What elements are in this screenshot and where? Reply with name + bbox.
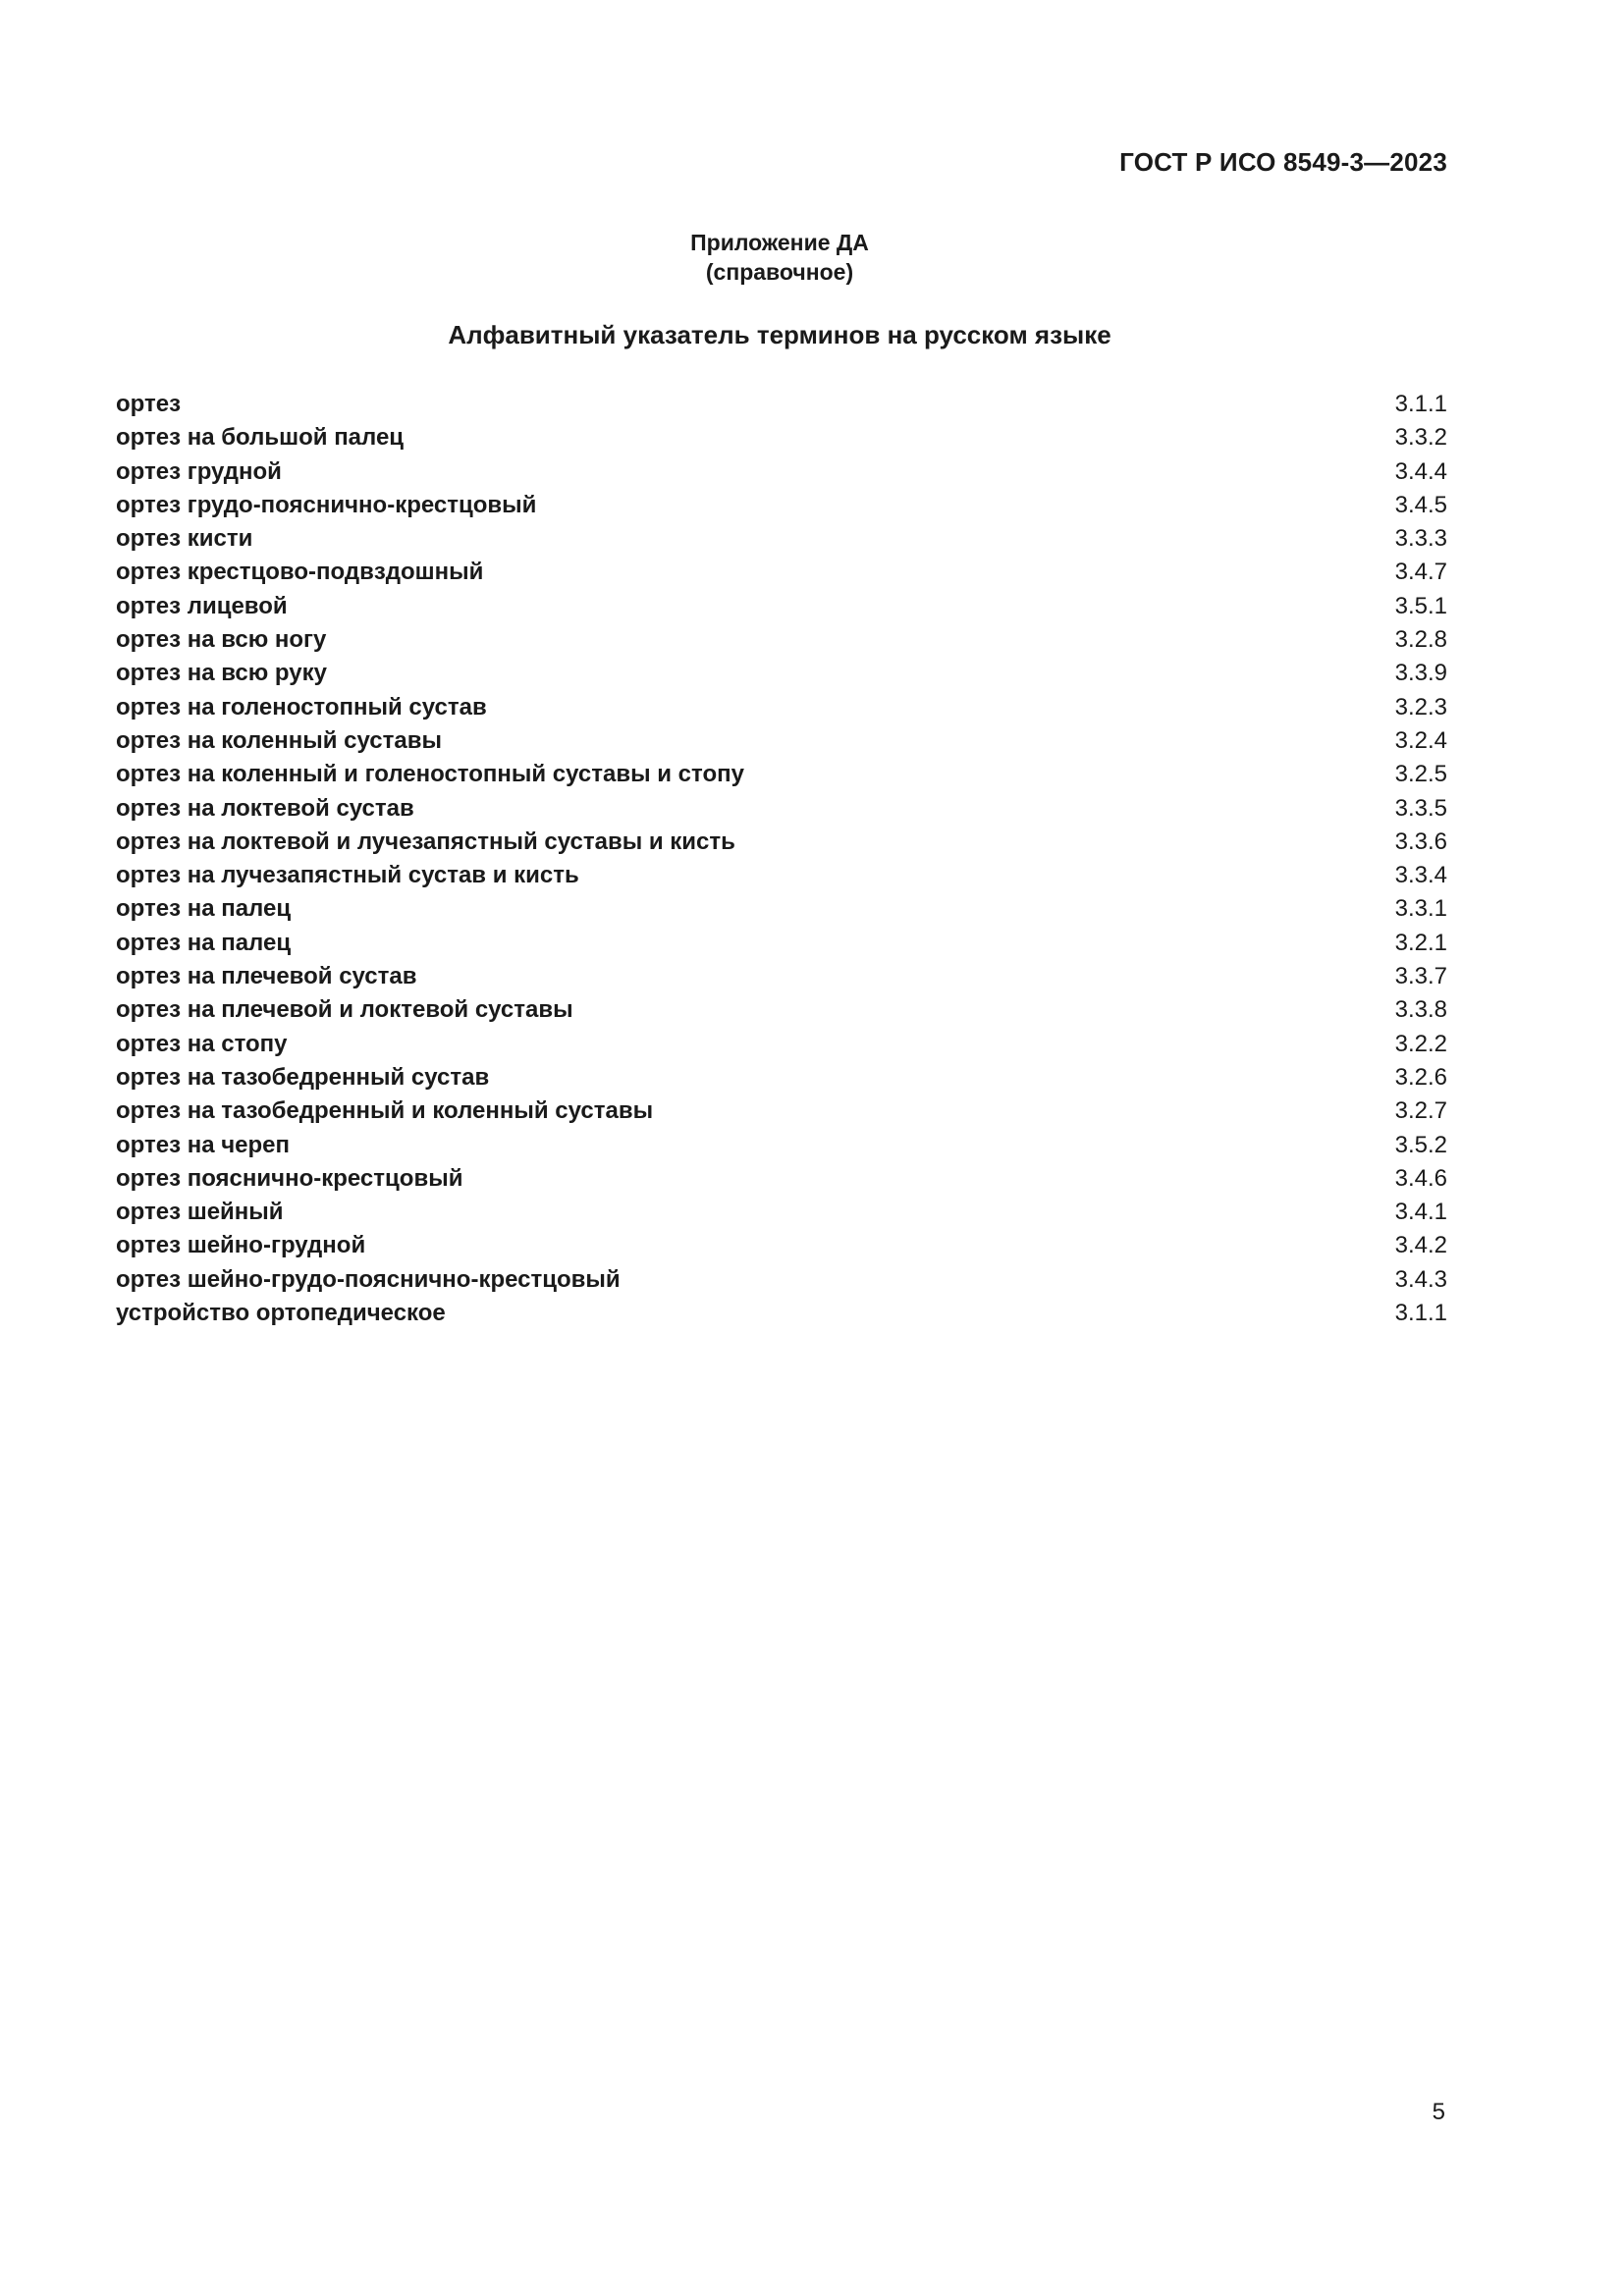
index-entry [116, 660, 1447, 693]
page-number: 5 [1432, 2099, 1445, 2125]
index-entry [116, 525, 1447, 559]
index-entry [116, 1132, 1447, 1165]
index-term: ортез шейный [116, 1199, 284, 1226]
index-reference: 3.3.6 [1394, 828, 1447, 855]
index-entry [116, 1232, 1447, 1265]
index-reference: 3.5.2 [1394, 1131, 1447, 1158]
index-term: ортез на палец [116, 895, 292, 923]
appendix-title: Приложение ДА [690, 230, 869, 255]
index-reference: 3.2.8 [1394, 626, 1447, 654]
index-term: ортез на палец [116, 929, 292, 956]
index-reference: 3.2.2 [1394, 1030, 1447, 1057]
index-reference: 3.4.3 [1394, 1265, 1447, 1293]
document-code: ГОСТ Р ИСО 8549-3—2023 [1119, 147, 1447, 177]
index-term: ортез на локтевой сустав [116, 794, 414, 822]
index-term: ортез на лучезапястный сустав и кисть [116, 862, 579, 889]
index-term: ортез [116, 391, 182, 417]
index-reference: 3.4.1 [1394, 1199, 1447, 1226]
index-entry [116, 492, 1447, 525]
index-entry [116, 1097, 1447, 1131]
index-reference: 3.4.5 [1394, 491, 1447, 518]
index-term: ортез на локтевой и лучезапястный суставы и кисть [116, 828, 735, 855]
index-reference: 3.2.4 [1394, 726, 1447, 754]
appendix-heading [0, 228, 1559, 287]
index-reference: 3.1.1 [1394, 391, 1447, 417]
index-term: ортез на тазобедренный сустав [116, 1063, 490, 1091]
index-entry [116, 963, 1447, 996]
index-entry [116, 1199, 1447, 1232]
index-title: Алфавитный указатель терминов на русском языке [448, 320, 1111, 349]
index-term: ортез шейно-грудо-пояснично-крестцовый [116, 1265, 621, 1293]
index-term: ортез кисти [116, 525, 253, 553]
index-entry [116, 1064, 1447, 1097]
index-term: ортез лицевой [116, 592, 288, 619]
index-reference: 3.3.8 [1394, 996, 1447, 1024]
index-reference: 3.2.7 [1394, 1097, 1447, 1125]
index-term: ортез на голеностопный сустав [116, 693, 487, 721]
index-reference: 3.3.4 [1394, 862, 1447, 889]
index-term: ортез на коленный и голеностопный суставы и стопу [116, 761, 744, 788]
index-term: ортез на стопу [116, 1030, 288, 1057]
index-term: ортез на всю руку [116, 660, 327, 687]
index-reference: 3.2.3 [1394, 693, 1447, 721]
index-entry [116, 895, 1447, 929]
index-term: ортез шейно-грудной [116, 1232, 366, 1259]
index-entry [116, 559, 1447, 592]
index-reference: 3.3.2 [1394, 424, 1447, 452]
index-reference: 3.2.6 [1394, 1063, 1447, 1091]
index-entry [116, 1031, 1447, 1064]
index-reference: 3.3.1 [1394, 895, 1447, 923]
index-reference: 3.3.9 [1394, 660, 1447, 687]
index-entry [116, 862, 1447, 895]
index-reference: 3.4.6 [1394, 1164, 1447, 1192]
index-entry [116, 1300, 1447, 1333]
index-term: ортез на плечевой и локтевой суставы [116, 996, 573, 1024]
index-term: ортез на тазобедренный и коленный суставы [116, 1097, 654, 1125]
index-entry [116, 761, 1447, 794]
index-entry [116, 391, 1447, 424]
index-entry [116, 593, 1447, 626]
index-term: ортез на большой палец [116, 424, 405, 452]
index-entry [116, 1165, 1447, 1199]
index-term: ортез крестцово-подвздошный [116, 559, 484, 586]
index-term: ортез на череп [116, 1131, 290, 1158]
index-reference: 3.4.2 [1394, 1232, 1447, 1259]
index-entry [116, 727, 1447, 761]
term-index-list [116, 391, 1447, 1333]
index-reference: 3.5.1 [1394, 592, 1447, 619]
index-entry [116, 694, 1447, 727]
index-term: ортез пояснично-крестцовый [116, 1164, 463, 1192]
index-reference: 3.2.5 [1394, 761, 1447, 788]
index-term: ортез на всю ногу [116, 626, 327, 654]
index-entry [116, 996, 1447, 1030]
index-entry [116, 930, 1447, 963]
index-entry [116, 1266, 1447, 1300]
appendix-subtitle: (справочное) [705, 259, 854, 285]
index-term: устройство ортопедическое [116, 1300, 446, 1327]
index-term: ортез грудо-пояснично-крестцовый [116, 491, 537, 518]
index-reference: 3.4.7 [1394, 559, 1447, 586]
index-reference: 3.4.4 [1394, 457, 1447, 485]
index-reference: 3.3.5 [1394, 794, 1447, 822]
index-entry [116, 828, 1447, 862]
index-reference: 3.2.1 [1394, 929, 1447, 956]
index-entry [116, 458, 1447, 492]
index-term: ортез на плечевой сустав [116, 963, 417, 990]
index-term: ортез грудной [116, 457, 282, 485]
index-reference: 3.3.7 [1394, 963, 1447, 990]
index-entry [116, 424, 1447, 457]
index-entry [116, 626, 1447, 660]
index-reference: 3.3.3 [1394, 525, 1447, 553]
index-entry [116, 795, 1447, 828]
index-term: ортез на коленный суставы [116, 726, 442, 754]
index-reference: 3.1.1 [1394, 1300, 1447, 1327]
